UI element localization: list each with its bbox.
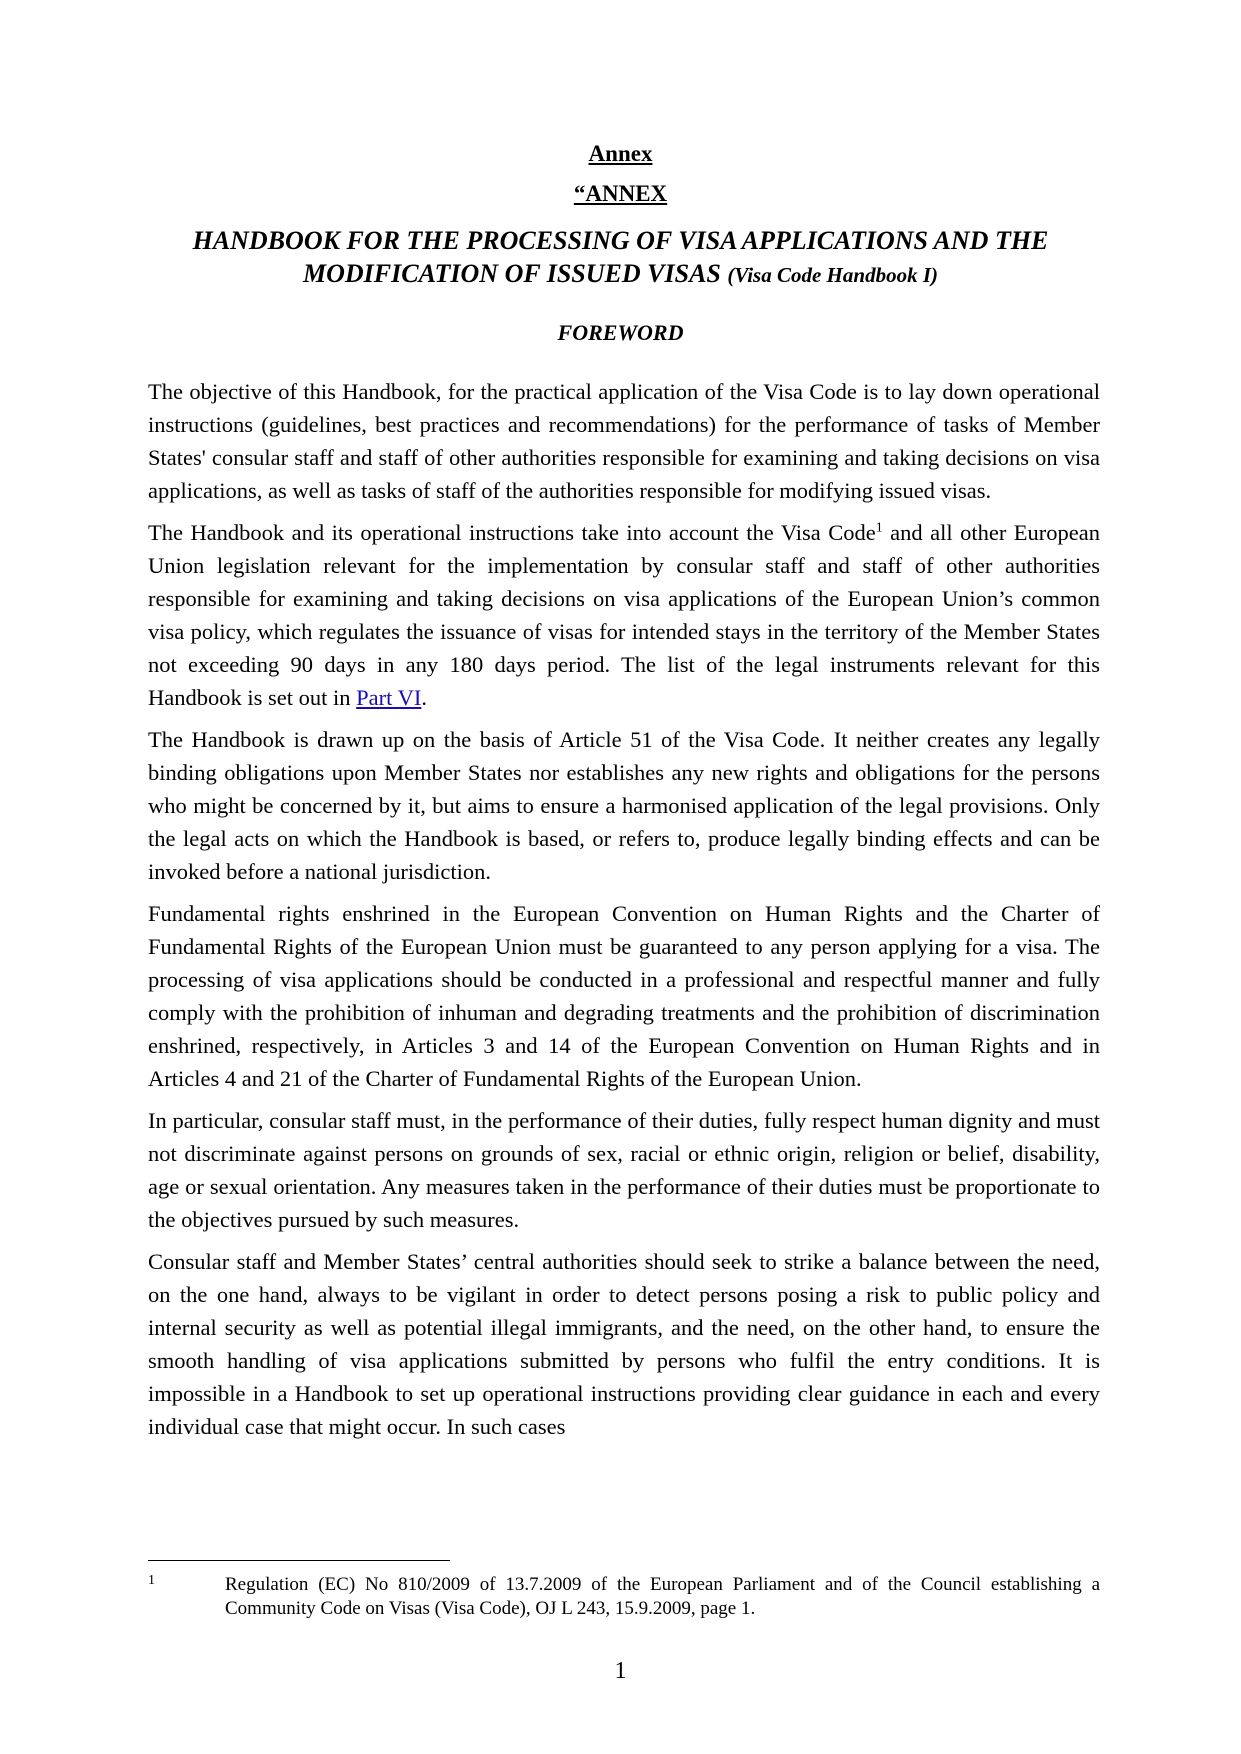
paragraph-objective: The objective of this Handbook, for the practical application of the Visa Code is to lay down operational instructions (guidelines, best practices and recommendations) for the performance of tasks of Member States' consular staff and staff of other authorities responsible for examining and taking decisions on visa applications, as well as tasks of staff of the authorities responsible for modifying issued visas.	[148, 379, 1100, 503]
paragraph-text: The Handbook and its operational instructions take into account the Visa Code	[148, 520, 876, 545]
title-main: HANDBOOK FOR THE PROCESSING OF VISA APPLICATIONS AND THE MODIFICATION OF ISSUED VISAS	[192, 226, 1049, 288]
paragraph-balance: Consular staff and Member States’ central authorities should seek to strike a balance between the need, on the one hand, always to be vigilant in order to detect persons posing a risk to public policy and internal security as well as potential illegal immigrants, and the need, on the other hand, to ensure the smooth handling of visa applications submitted by persons who fulfil the entry conditions. It is impossible in a Handbook to set up operational instructions providing clear guidance in each and every individual case that might occur. In such cases	[148, 1249, 1100, 1439]
footnote-text: Regulation (EC) No 810/2009 of 13.7.2009 of the European Parliament and of the Council establishing a Community Code on Visas (Visa Code), OJ L 243, 15.9.2009, page 1.	[225, 1574, 1100, 1619]
paragraph-legal-basis: The Handbook is drawn up on the basis of Article 51 of the Visa Code. It neither creates any legally binding obligations upon Member States nor establishes any new rights and obligations for the persons who might be concerned by it, but aims to ensure a harmonised application of the legal provisions. Only the legal acts on which the Handbook is based, or refers to, produce legally binding effects and can be invoked before a national jurisdiction.	[148, 727, 1100, 884]
foreword-heading: FOREWORD	[557, 320, 684, 345]
footnote-ref[interactable]: 1	[875, 520, 883, 536]
page-number: 1	[614, 1658, 627, 1684]
part-vi-link[interactable]: Part VI	[356, 685, 422, 710]
body-text	[148, 375, 1100, 1452]
paragraph-legislation	[148, 516, 1100, 714]
annex-label: Annex	[588, 141, 653, 166]
document-title	[120, 224, 1121, 292]
footnote-number: 1	[148, 1573, 155, 1588]
title-subtitle: (Visa Code Handbook I)	[727, 263, 938, 287]
paragraph-text: and all other European Union legislation relevant for the implementation by consular staff and staff of other authorities responsible for examining and taking decisions on visa applications of the European Union’s common visa policy, which regulates the issuance of visas for intended stays in the territory of the Member States not exceeding 90 days in any 180 days period. The list of the legal instruments relevant for this Handbook is set out in	[148, 520, 1100, 710]
footnote-divider	[148, 1560, 450, 1561]
annex-open-label: “ANNEX	[573, 181, 668, 206]
paragraph-consular-duties: In particular, consular staff must, in the performance of their duties, fully respect human dignity and must not discriminate against persons on grounds of sex, racial or ethnic origin, religion or belief, disability, age or sexual orientation. Any measures taken in the performance of their duties must be proportionate to the objectives pursued by such measures.	[148, 1108, 1100, 1232]
footnote	[148, 1573, 1100, 1621]
paragraph-text: .	[421, 685, 427, 710]
paragraph-fundamental-rights: Fundamental rights enshrined in the European Convention on Human Rights and the Charter of Fundamental Rights of the European Union must be guaranteed to any person applying for a visa. The processing of visa applications should be conducted in a professional and respectful manner and fully comply with the prohibition of inhuman and degrading treatments and the prohibition of discrimination enshrined, respectively, in Articles 3 and 14 of the European Convention on Human Rights and in Articles 4 and 21 of the Charter of Fundamental Rights of the European Union.	[148, 901, 1100, 1091]
